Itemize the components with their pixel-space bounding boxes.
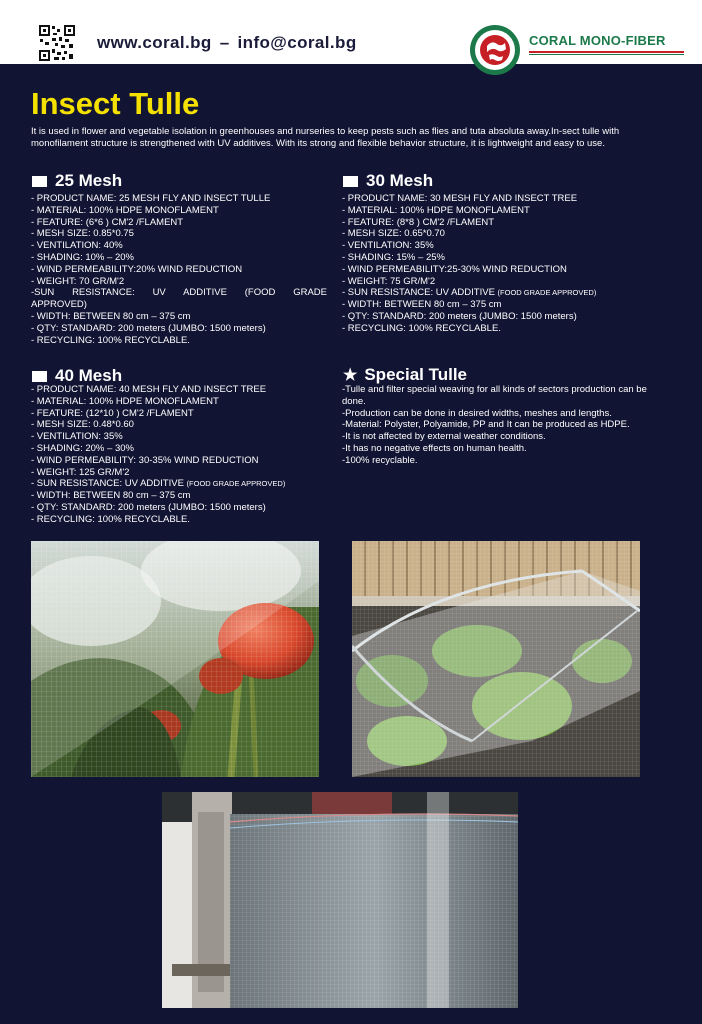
- list-item: -Material: Polyster, Polyamide, PP and It can be produced as HDPE.: [342, 419, 630, 431]
- special-heading-text: Special Tulle: [364, 365, 468, 384]
- intro-paragraph: It is used in flower and vegetable isolation in greenhouses and nurseries to keep pests such as flies and tuta absoluta away.In-sect tulle with monofilament structure is strengthened with UV additives. With its strong and flexible behavior structure, it is lightweight and easy to use.: [31, 126, 620, 149]
- photo-tomato-tulle: [31, 541, 319, 777]
- food-grade-note: (FOOD GRADE APPROVED): [497, 288, 597, 298]
- brand-underline-red: [529, 51, 684, 53]
- list-item: -100% recyclable.: [342, 454, 418, 466]
- list-item: - MATERIAL: 100% HDPE MONOFLAMENT: [342, 204, 530, 216]
- square-bullet-icon: [32, 371, 47, 382]
- list-item: - WIND PERMEABILITY: 30-35% WIND REDUCTION: [31, 454, 259, 466]
- qr-code-icon: [38, 24, 76, 62]
- list-item: - FEATURE: (6*6 ) CM'2 /FLAMENT: [31, 216, 184, 228]
- list-item: -Tulle and filter special weaving for all kinds of sectors production can be done.: [342, 384, 647, 407]
- list-item: [342, 287, 662, 299]
- list-item: - SHADING: 15% – 25%: [342, 251, 445, 263]
- list-item: - MESH SIZE: 0.65*0.70: [342, 228, 445, 240]
- list-item: - WEIGHT: 75 GR/M'2: [342, 275, 436, 287]
- square-bullet-icon: [32, 176, 47, 187]
- list-item: - QTY: STANDARD: 200 meters (JUMBO: 1500 meters): [31, 322, 266, 334]
- list-item: [31, 478, 331, 490]
- website-link[interactable]: www.coral.bg: [97, 33, 212, 52]
- list-item: - FEATURE: (12*10 ) CM'2 /FLAMENT: [31, 407, 194, 419]
- special-tulle-heading: [343, 365, 467, 385]
- mesh30-heading: [343, 171, 433, 191]
- star-icon: ★: [343, 367, 358, 384]
- list-item: - MESH SIZE: 0.85*0.75: [31, 228, 134, 240]
- mesh25-heading-text: 25 Mesh: [55, 171, 123, 190]
- brand-name: CORAL MONO-FIBER: [529, 33, 666, 48]
- list-item: - SHADING: 20% – 30%: [31, 442, 134, 454]
- list-item: - MESH SIZE: 0.48*0.60: [31, 419, 134, 431]
- list-item: - RECYCLING: 100% RECYCLABLE.: [31, 513, 190, 525]
- sun-resistance-text: - SUN RESISTANCE: UV ADDITIVE: [342, 287, 495, 299]
- page-title: Insect Tulle: [31, 86, 200, 121]
- list-item: - RECYCLING: 100% RECYCLABLE.: [31, 334, 190, 346]
- mesh30-heading-text: 30 Mesh: [366, 171, 434, 190]
- mesh40-heading: [32, 366, 122, 386]
- special-tulle-text: [342, 384, 647, 467]
- mesh40-heading-text: 40 Mesh: [55, 366, 123, 385]
- list-item: - QTY: STANDARD: 200 meters (JUMBO: 1500 meters): [342, 310, 577, 322]
- list-item: - WIDTH: BETWEEN 80 cm – 375 cm: [31, 310, 191, 322]
- list-item: - PRODUCT NAME: 30 MESH FLY AND INSECT TREE: [342, 193, 578, 204]
- header-bar: [0, 0, 702, 64]
- list-item: - PRODUCT NAME: 40 MESH FLY AND INSECT TREE: [31, 384, 267, 395]
- mesh25-heading: [32, 171, 122, 191]
- globe-logo-icon: [469, 24, 521, 76]
- mesh30-spec-list: [342, 193, 662, 335]
- list-item: - RECYCLING: 100% RECYCLABLE.: [342, 322, 501, 334]
- list-item: - VENTILATION: 35%: [31, 431, 123, 443]
- list-item: - WIND PERMEABILITY:20% WIND REDUCTION: [31, 263, 243, 275]
- list-item: - WIND PERMEABILITY:25-30% WIND REDUCTION: [342, 263, 567, 275]
- list-item: - MATERIAL: 100% HDPE MONOFLAMENT: [31, 395, 219, 407]
- list-item: -Production can be done in desired widths, meshes and lengths.: [342, 407, 612, 419]
- food-grade-note: (FOOD GRADE APPROVED): [186, 479, 286, 489]
- list-item: - SHADING: 10% – 20%: [31, 251, 134, 263]
- photo-tulle-roll: [162, 792, 518, 1008]
- contact-line: [97, 33, 357, 53]
- list-item: -SUN RESISTANCE: UV ADDITIVE (FOOD GRADE APPROVED): [31, 287, 327, 311]
- list-item: - WIDTH: BETWEEN 80 cm – 375 cm: [342, 299, 502, 311]
- list-item: - VENTILATION: 35%: [342, 240, 434, 252]
- photo-garden-tulle: [352, 541, 640, 777]
- list-item: - MATERIAL: 100% HDPE MONOFLAMENT: [31, 204, 219, 216]
- sun-resistance-text: - SUN RESISTANCE: UV ADDITIVE: [31, 478, 184, 490]
- square-bullet-icon: [343, 176, 358, 187]
- list-item: - PRODUCT NAME: 25 MESH FLY AND INSECT TULLE: [31, 193, 271, 204]
- list-item: - WEIGHT: 125 GR/M'2: [31, 466, 130, 478]
- list-item: -It has no negative effects on human health.: [342, 442, 527, 454]
- email-link[interactable]: info@coral.bg: [237, 33, 357, 52]
- mesh25-spec-list: [31, 193, 327, 346]
- list-item: - VENTILATION: 40%: [31, 240, 123, 252]
- separator: –: [219, 33, 230, 52]
- list-item: -It is not affected by external weather conditions.: [342, 431, 546, 443]
- list-item: - WEIGHT: 70 GR/M'2: [31, 275, 125, 287]
- list-item: - FEATURE: (8*8 ) CM'2 /FLAMENT: [342, 216, 495, 228]
- mesh40-spec-list: [31, 384, 331, 526]
- list-item: - WIDTH: BETWEEN 80 cm – 375 cm: [31, 490, 191, 502]
- list-item: - QTY: STANDARD: 200 meters (JUMBO: 1500 meters): [31, 501, 266, 513]
- brand-underline-green: [529, 54, 684, 55]
